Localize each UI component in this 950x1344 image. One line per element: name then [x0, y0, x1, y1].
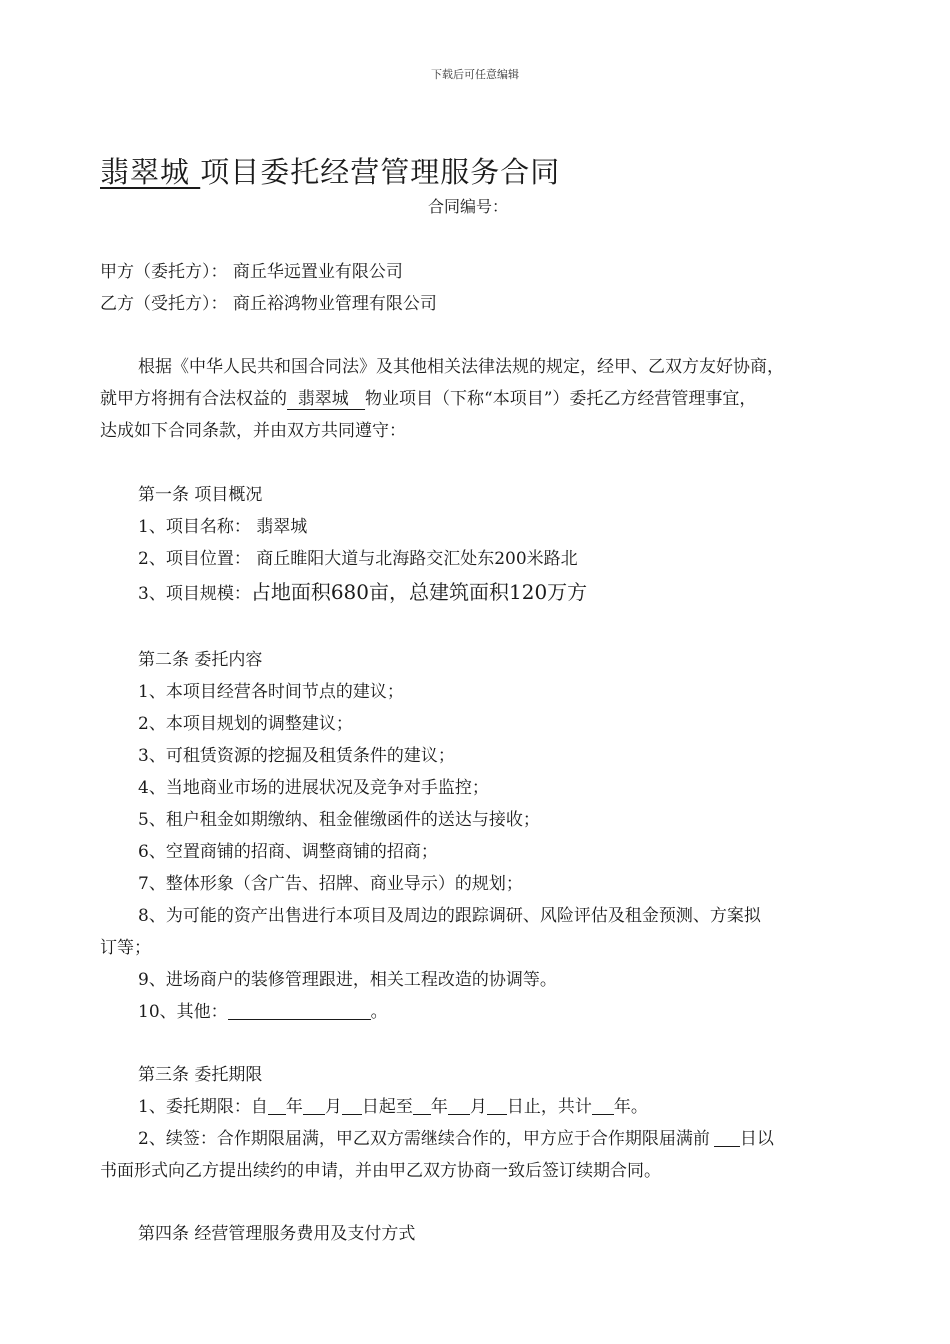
article-1-name: 1、项目名称： 翡翠城: [138, 517, 308, 537]
article-4-heading: 第四条 经营管理服务费用及支付方式: [138, 1224, 416, 1244]
article-2-item: 6、空置商铺的招商、调整商铺的招商；: [138, 842, 438, 862]
fill-in-blank: [448, 1097, 470, 1116]
article-1-scale: [138, 576, 587, 605]
term-text: 年: [430, 1097, 448, 1117]
party-b: 乙方（受托方）： 商丘裕鸿物业管理有限公司: [100, 294, 437, 314]
article-2-item: 5、租户租金如期缴纳、租金催缴函件的送达与接收；: [138, 810, 540, 830]
term-text: 日止，共计: [506, 1097, 592, 1117]
article-2-item-8-continued: 订等；: [100, 938, 151, 958]
article-2-item: 9、进场商户的装修管理跟进，相关工程改造的协调等。: [138, 970, 557, 990]
item-10-label: 10、其他：: [138, 1002, 228, 1022]
term-text: 月: [324, 1097, 342, 1117]
article-2-item: 8、为可能的资产出售进行本项目及周边的跟踪调研、风险评估及租金预测、方案拟: [138, 906, 761, 926]
article-1-scale-label: 3、项目规模：: [138, 584, 251, 604]
preamble-line-1: 根据《中华人民共和国合同法》及其他相关法律法规的规定，经甲、乙双方友好协商，: [138, 357, 784, 377]
fill-in-blank: [487, 1097, 507, 1116]
renewal-text: 2、续签：合作期限届满，甲乙双方需继续合作的，甲方应于合作期限届满前: [138, 1129, 710, 1149]
preamble-line-2-start: 就甲方将拥有合法权益的: [100, 389, 287, 409]
term-text: 月: [469, 1097, 487, 1117]
renewal-text: 日以: [739, 1129, 774, 1149]
article-2-heading: 第二条 委托内容: [138, 650, 263, 670]
item-10-end: 。: [370, 1002, 388, 1022]
article-2-item-10: [138, 997, 388, 1022]
preamble-project-name: 翡翠城: [287, 389, 366, 409]
article-2-item: 7、整体形象（含广告、招牌、商业导示）的规划；: [138, 874, 523, 894]
article-3-heading: 第三条 委托期限: [138, 1065, 263, 1085]
article-3-term: [138, 1092, 648, 1117]
fill-in-blank: [592, 1097, 614, 1116]
term-text: 年。: [613, 1097, 648, 1117]
contract-number-label: 合同编号：: [428, 197, 509, 216]
term-text: 1、委托期限：自: [138, 1097, 268, 1117]
term-text: 年: [285, 1097, 303, 1117]
fill-in-blank: [228, 1002, 371, 1021]
article-2-item: 1、本项目经营各时间节点的建议；: [138, 682, 404, 702]
article-1-location: 2、项目位置： 商丘睢阳大道与北海路交汇处东200米路北: [138, 549, 578, 569]
article-3-renewal-continued: 书面形式向乙方提出续约的申请，并由甲乙双方协商一致后签订续期合同。: [100, 1161, 661, 1181]
party-a: 甲方（委托方）： 商丘华远置业有限公司: [100, 262, 403, 282]
article-1-scale-value: 占地面积680亩，总建筑面积120万方: [250, 580, 588, 604]
article-2-item: 4、当地商业市场的进展状况及竞争对手监控；: [138, 778, 489, 798]
article-2-item: 3、可租赁资源的挖掘及租赁条件的建议；: [138, 746, 455, 766]
preamble-line-2-end: 物业项目（下称“本项目”）委托乙方经营管理事宜，: [365, 389, 757, 409]
contract-title: [100, 150, 560, 191]
project-name-underlined: 翡翠城: [100, 155, 201, 189]
fill-in-blank: [714, 1129, 740, 1148]
fill-in-blank: [413, 1097, 431, 1116]
page-header-note: 下载后可任意编辑: [431, 68, 519, 81]
preamble-line-3: 达成如下合同条款，并由双方共同遵守：: [100, 421, 406, 441]
fill-in-blank: [303, 1097, 325, 1116]
title-main: 项目委托经营管理服务合同: [200, 155, 561, 189]
article-3-renewal: [138, 1124, 774, 1149]
term-text: 日起至: [361, 1097, 413, 1117]
fill-in-blank: [342, 1097, 362, 1116]
fill-in-blank: [268, 1097, 286, 1116]
preamble-line-2: [100, 384, 756, 409]
article-2-item: 2、本项目规划的调整建议；: [138, 714, 353, 734]
article-1-heading: 第一条 项目概况: [138, 485, 263, 505]
